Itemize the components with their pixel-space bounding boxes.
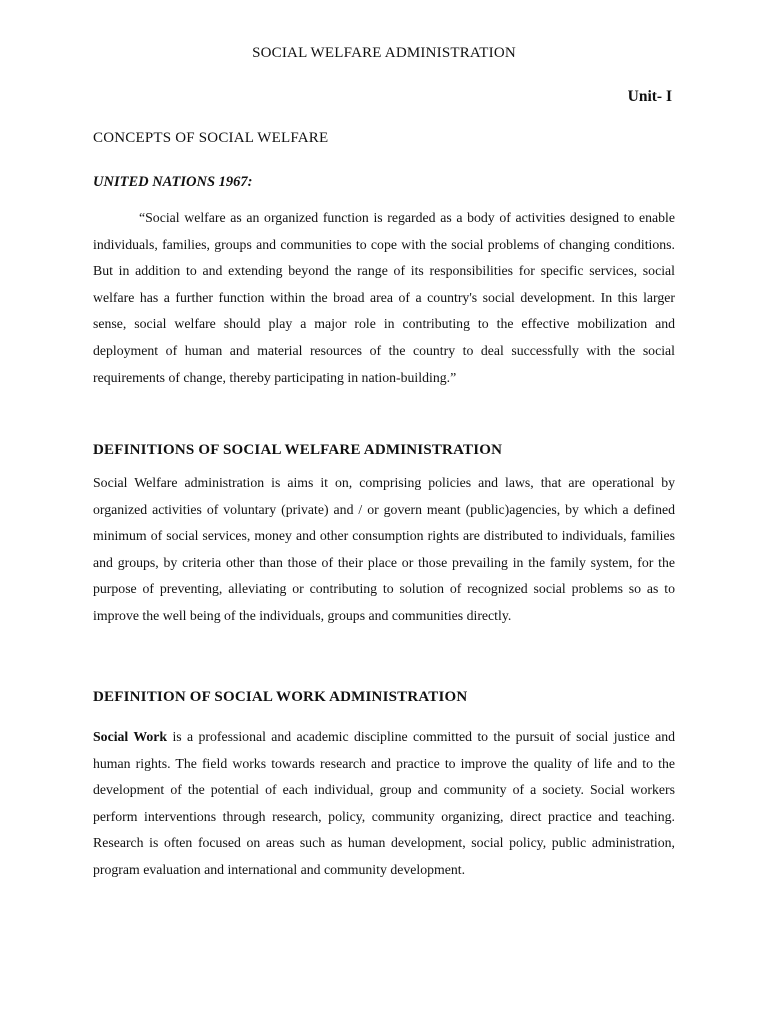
definition-swka-heading: DEFINITION OF SOCIAL WORK ADMINISTRATION xyxy=(93,689,468,705)
concepts-heading: CONCEPTS OF SOCIAL WELFARE xyxy=(93,130,329,146)
social-work-paragraph xyxy=(93,724,675,884)
social-work-lead-term: Social Work xyxy=(93,729,168,744)
un-quote-paragraph: “Social welfare as an organized function is regarded as a body of activities designed to enable individuals, families, groups and communities to cope with the social problems of changing conditions. But in addition to and extending beyond the range of its responsibilities for specific services, social welfare has a further function within the broad area of a country's social development. In this larger sense, social welfare should play a major role in contributing to the effective mobilization and deployment of human and material resources of the country to deal successfully with the social requirements of change, thereby participating in nation-building.” xyxy=(93,210,675,385)
united-nations-subheading: UNITED NATIONS 1967: xyxy=(93,174,253,190)
unit-label: Unit- I xyxy=(627,88,672,105)
document-title: SOCIAL WELFARE ADMINISTRATION xyxy=(252,45,516,61)
social-work-body-text: is a professional and academic discipline committed to the pursuit of social justice and human rights. The field works towards research and practice to improve the quality of life and to the development of the potential of each individual, group and community of a society. Social workers perform interventions through research, policy, community organizing, direct practice and teaching. Research is often focused on areas such as human development, social policy, public administration, program evaluation and international and community development. xyxy=(93,729,675,877)
definitions-swa-heading: DEFINITIONS OF SOCIAL WELFARE ADMINISTRATION xyxy=(93,442,503,458)
definitions-swa-paragraph: Social Welfare administration is aims it on, comprising policies and laws, that are operational by organized activities of voluntary (private) and / or govern meant (public)agencies, by which a defined minimum of social services, money and other consumption rights are distributed to individuals, families and groups, by criteria other than those of their place or those prevailing in the family system, for the purpose of preventing, alleviating or contributing to solution of recognized social problems so as to improve the well being of the individuals, groups and communities directly. xyxy=(93,475,675,623)
